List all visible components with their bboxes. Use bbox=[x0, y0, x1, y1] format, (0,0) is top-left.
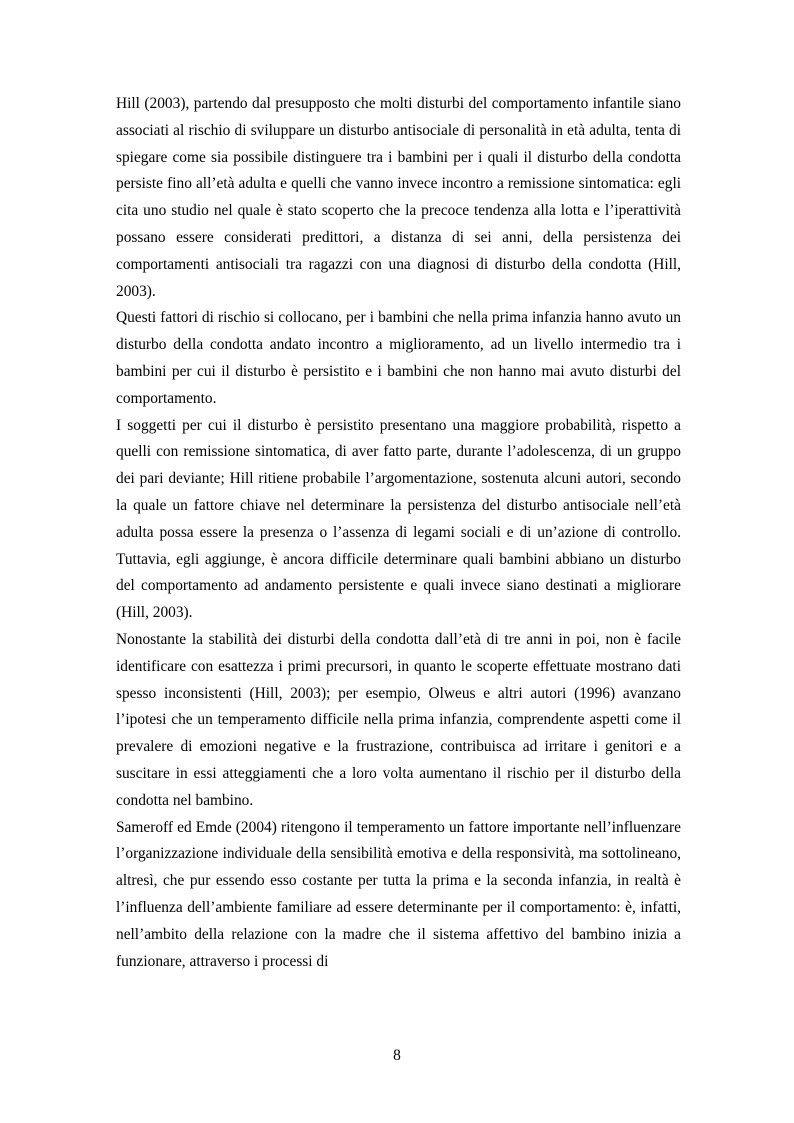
paragraph-early-precursors: Nonostante la stabilità dei disturbi della condotta dall’età di tre anni in poi, non è facile identificare con esattezza i primi precursori, in quanto le scoperte effettuate mostrano dati spesso inconsistenti (Hill, 2003); per esempio, Olweus e altri autori (1996) avanzano l’ipotesi che un temperamento difficile nella prima infanzia, comprendente aspetti come il prevalere di emozioni negative e la frustrazione, contribuisca ad irritare i genitori e a suscitare in essi atteggiamenti che a loro volta aumentano il rischio per il disturbo della condotta nel bambino. bbox=[116, 630, 681, 809]
paragraph-sameroff-emde: Sameroff ed Emde (2004) ritengono il temperamento un fattore importante nell’influenzare l’organizzazione individuale della sensibilità emotiva e della responsività, ma sottolineano, altresì, che pur essendo esso costante per tutta la prima e la seconda infanzia, in realtà è l’influenza dell’ambiente familiare ad essere determinante per il comportamento: è, infatti, nell’ambito della relazione con la madre che il sistema affettivo del bambino inizia a funzionare, attraverso i processi di bbox=[116, 818, 681, 970]
body-text bbox=[116, 91, 681, 975]
page-number: 8 bbox=[393, 1047, 401, 1064]
paragraph-hill-2003: Hill (2003), partendo dal presupposto che molti disturbi del comportamento infantile siano associati al rischio di sviluppare un disturbo antisociale di personalità in età adulta, tenta di spiegare come sia possibile distinguere tra i bambini per i quali il disturbo della condotta persiste fino all’età adulta e quelli che vanno invece incontro a remissione sintomatica: egli cita uno studio nel quale è stato scoperto che la precoce tendenza alla lotta e l’iperattività possano essere considerati predittori, a distanza di sei anni, della persistenza dei comportamenti antisociali tra ragazzi con una diagnosi di disturbo della condotta (Hill, 2003). bbox=[116, 95, 681, 300]
paragraph-risk-factors: Questi fattori di rischio si collocano, per i bambini che nella prima infanzia hanno avuto un disturbo della condotta andato incontro a miglioramento, ad un livello intermedio tra i bambini per cui il disturbo è persistito e i bambini che non hanno mai avuto disturbi del comportamento. bbox=[116, 309, 681, 407]
paragraph-persistent-disorder: I soggetti per cui il disturbo è persistito presentano una maggiore probabilità, rispetto a quelli con remissione sintomatica, di aver fatto parte, durante l’adolescenza, di un gruppo dei pari deviante; Hill ritiene probabile l’argomentazione, sostenuta alcuni autori, secondo la quale un fattore chiave nel determinare la persistenza del disturbo antisociale nell’età adulta possa essere la presenza o l’assenza di legami sociali e di un’azione di controllo. Tuttavia, egli aggiunge, è ancora difficile determinare quali bambini abbiano un disturbo del comportamento ad andamento persistente e quali invece siano destinati a migliorare (Hill, 2003). bbox=[116, 416, 681, 622]
